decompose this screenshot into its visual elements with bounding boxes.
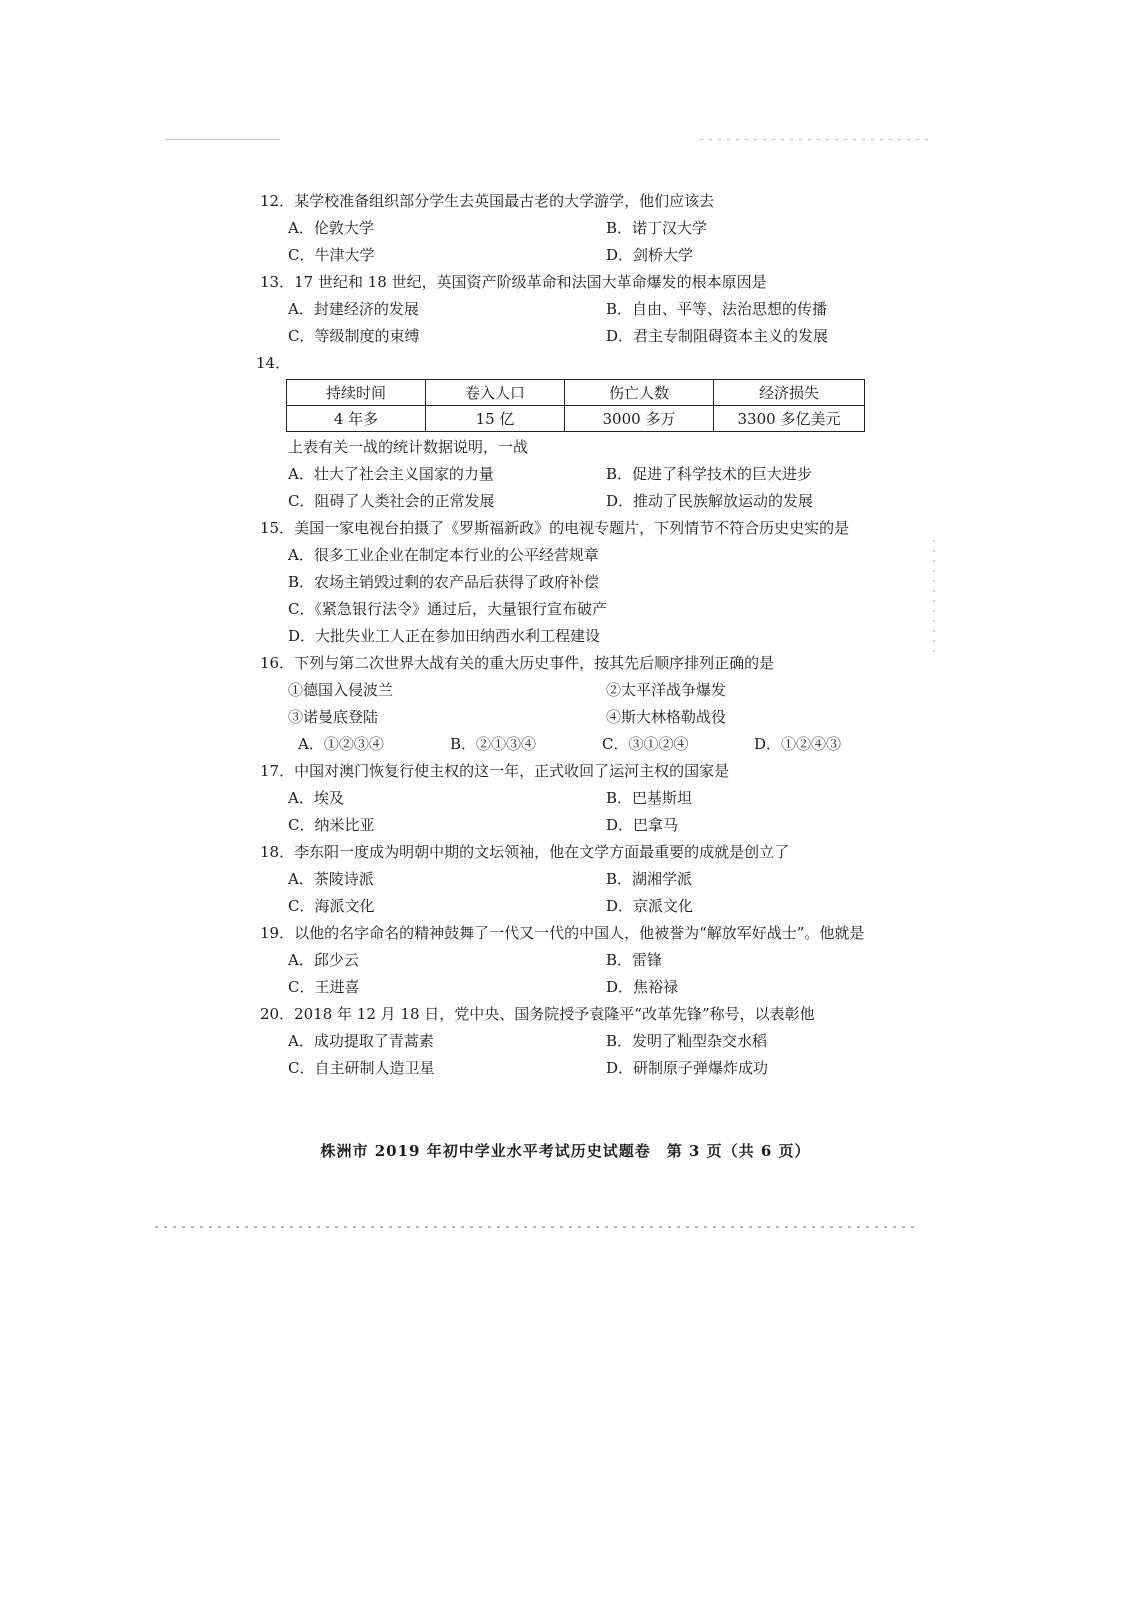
option-c: C．海派文化 — [288, 897, 375, 915]
event-item: ②太平洋战争爆发 — [606, 681, 727, 699]
option-d: D．剑桥大学 — [606, 246, 694, 264]
option-a: A．埃及 — [288, 789, 344, 807]
table-header-cell: 经济损失 — [714, 380, 865, 406]
table-row — [287, 406, 865, 432]
question-stem: 18．李东阳一度成为明朝中期的文坛领袖，他在文学方面最重要的成就是创立了 — [260, 843, 790, 861]
option-c: C．阻碍了人类社会的正常发展 — [288, 492, 495, 510]
option-d: D．大批失业工人正在参加田纳西水利工程建设 — [288, 627, 601, 645]
question-stem: 16．下列与第二次世界大战有关的重大历史事件，按其先后顺序排列正确的是 — [260, 654, 775, 672]
table-cell: 3000 多万 — [565, 406, 714, 432]
question-stem: 19．以他的名字命名的精神鼓舞了一代又一代的中国人，他被誉为“解放军好战士”。他就是 — [260, 924, 865, 942]
scan-bottom-noise — [155, 1226, 915, 1228]
question-14 — [256, 350, 920, 515]
option-a: A．壮大了社会主义国家的力量 — [288, 465, 494, 483]
table-header-cell: 持续时间 — [287, 380, 426, 406]
question-19 — [260, 920, 920, 1001]
option-b: B．发明了籼型杂交水稻 — [606, 1032, 768, 1050]
option-d: D．君主专制阻碍资本主义的发展 — [606, 327, 829, 345]
scan-top-rule-right — [700, 139, 930, 140]
exam-page-content — [256, 188, 920, 1082]
option-a: A．成功提取了青蒿素 — [288, 1032, 434, 1050]
option-c: C．王进喜 — [288, 978, 360, 996]
question-13 — [260, 269, 920, 350]
option-b: B．诺丁汉大学 — [606, 219, 708, 237]
option-b: B．农场主销毁过剩的农产品后获得了政府补偿 — [288, 573, 600, 591]
table-header-cell: 卷入人口 — [426, 380, 565, 406]
page-footer: 株洲市 2019 年初中学业水平考试历史试题卷 第 3 页（共 6 页） — [320, 1142, 811, 1160]
question-17 — [260, 758, 920, 839]
option-a: A．茶陵诗派 — [288, 870, 374, 888]
question-stem: 15．美国一家电视台拍摄了《罗斯福新政》的电视专题片，下列情节不符合历史史实的是 — [260, 519, 850, 537]
question-stem: 20．2018 年 12 月 18 日，党中央、国务院授予袁隆平“改革先锋”称号，以表彰他 — [260, 1005, 815, 1023]
option-b: B．巴基斯坦 — [606, 789, 693, 807]
option-a: A．①②③④ — [298, 735, 384, 753]
option-c: C．③①②④ — [602, 735, 689, 753]
table-header-cell: 伤亡人数 — [565, 380, 714, 406]
question-20 — [260, 1001, 920, 1082]
option-c: C．自主研制人造卫星 — [288, 1059, 435, 1077]
event-item: ③诺曼底登陆 — [288, 708, 379, 726]
option-a: A．邱少云 — [288, 951, 359, 969]
table-cell: 4 年多 — [287, 406, 426, 432]
option-d: D．巴拿马 — [606, 816, 679, 834]
scan-top-rule-left — [165, 139, 280, 140]
option-d: D．京派文化 — [606, 897, 694, 915]
question-18 — [260, 839, 920, 920]
event-item: ①德国入侵波兰 — [288, 681, 394, 699]
option-d: D．推动了民族解放运动的发展 — [606, 492, 814, 510]
table-header-row — [287, 380, 865, 406]
question-stem: 14． — [256, 354, 291, 372]
question-16 — [260, 650, 920, 758]
question-12 — [260, 188, 920, 269]
option-b: B．自由、平等、法治思想的传播 — [606, 300, 828, 318]
option-b: B．雷锋 — [606, 951, 663, 969]
option-c: C．纳米比亚 — [288, 816, 375, 834]
question-prompt: 上表有关一战的统计数据说明，一战 — [288, 438, 529, 456]
option-a: A．伦敦大学 — [288, 219, 374, 237]
option-c: C．等级制度的束缚 — [288, 327, 420, 345]
scan-right-edge-noise — [933, 540, 935, 660]
table-cell: 15 亿 — [426, 406, 565, 432]
option-b: B．促进了科学技术的巨大进步 — [606, 465, 813, 483]
option-a: A．封建经济的发展 — [288, 300, 419, 318]
option-a: A．很多工业企业在制定本行业的公平经营规章 — [288, 546, 599, 564]
table-cell: 3300 多亿美元 — [714, 406, 865, 432]
option-b: B．②①③④ — [450, 735, 537, 753]
option-d: D．焦裕禄 — [606, 978, 679, 996]
question-stem: 12．某学校准备组织部分学生去英国最古老的大学游学，他们应该去 — [260, 192, 715, 210]
question-stem: 13．17 世纪和 18 世纪，英国资产阶级革命和法国大革命爆发的根本原因是 — [260, 273, 767, 291]
option-d: D．①②④③ — [754, 735, 842, 753]
question-stem: 17．中国对澳门恢复行使主权的这一年，正式收回了运河主权的国家是 — [260, 762, 730, 780]
option-d: D．研制原子弹爆炸成功 — [606, 1059, 769, 1077]
event-item: ④斯大林格勒战役 — [606, 708, 727, 726]
question-15 — [260, 515, 920, 650]
option-c: C．《紧急银行法令》通过后，大量银行宣布破产 — [288, 600, 607, 618]
war-statistics-table — [286, 379, 865, 432]
option-c: C．牛津大学 — [288, 246, 375, 264]
option-b: B．湖湘学派 — [606, 870, 693, 888]
